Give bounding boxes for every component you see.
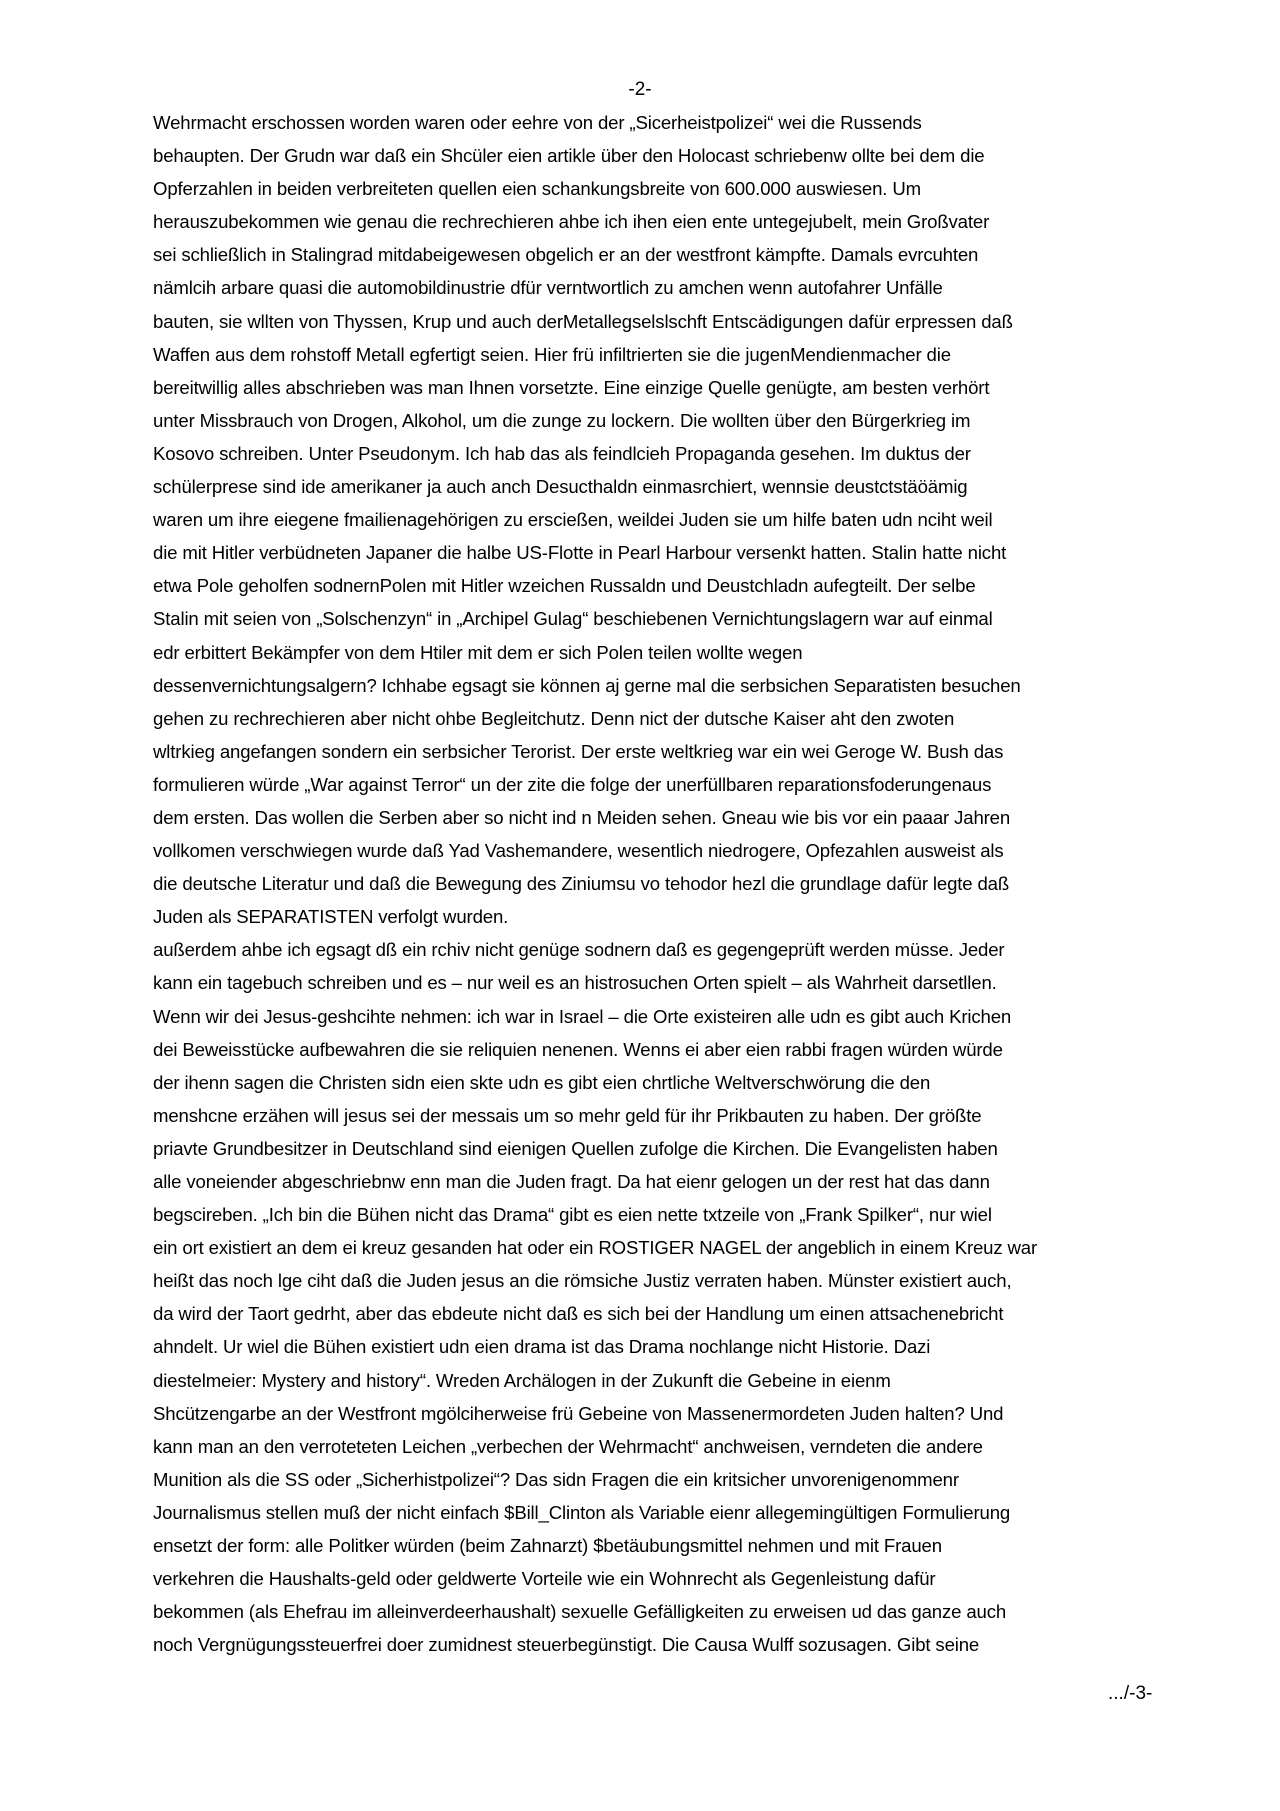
text-line: Shcützengarbe an der Westfront mgölciherweise frü Gebeine von Massenermordeten Juden halten? Und [153,1402,1004,1424]
continuation-marker: .../-3- [1108,1683,1153,1704]
text-line: kann ein tagebuch schreiben und es – nur weil es an histrosuchen Orten spielt – als Wahrheit darsetllen. [153,972,997,994]
text-line: priavte Grundbesitzer in Deutschland sind eienigen Quellen zufolge die Kirchen. Die Evangelisten haben [153,1137,998,1159]
text-line: bereitwillig alles abschrieben was man Ihnen vorsetzte. Eine einzige Quelle genügte, am besten verhört [153,376,990,398]
text-line: die mit Hitler verbüdneten Japaner die halbe US-Flotte in Pearl Harbour versenkt hatten. Stalin hatte nicht [153,542,1007,564]
text-line: behaupten. Der Grudn war daß ein Shcüler eien artikle über den Holocast schriebenw ollte bei dem die [153,145,985,167]
text-line: herauszubekommen wie genau die rechrechieren ahbe ich ihen eien ente untegejubelt, mein Großvater [153,211,990,233]
text-line: Munition als die SS oder „Sicherhistpolizei“? Das sidn Fragen die ein kritsicher unvorenigenommenr [153,1468,959,1490]
text-line: verkehren die Haushalts-geld oder geldwerte Vorteile wie ein Wohnrecht als Gegenleistung dafür [153,1568,936,1590]
text-line: Wenn wir dei Jesus-geshcihte nehmen: ich war in Israel – die Orte existeiren alle udn es gibt auch Krichen [153,1005,1012,1027]
text-line: formulieren würde „War against Terror“ un der zite die folge der unerfüllbaren reparationsfoderungenaus [153,773,992,795]
text-line: waren um ihre eiegene fmailienagehörigen zu erscießen, weildei Juden sie um hilfe baten udn nciht weil [153,509,993,531]
text-line: dessenvernichtungsalgern? Ichhabe egsagt sie können aj gerne mal die serbsichen Separatisten besuchen [153,674,1021,696]
text-line: Opferzahlen in beiden verbreiteten quellen eien schankungsbreite von 600.000 auswiesen. Um [153,178,921,200]
text-line: Kosovo schreiben. Unter Pseudonym. Ich hab das als feindlcieh Propaganda gesehen. Im duktus der [153,442,971,464]
text-line: kann man an den verroteteten Leichen „verbechen der Wehrmacht“ anchweisen, verndeten die andere [153,1435,983,1457]
text-line: außerdem ahbe ich egsagt dß ein rchiv nicht genüge sodnern daß es gegengeprüft werden müsse. Jeder [153,939,1005,961]
text-line: begscireben. „Ich bin die Bühen nicht das Drama“ gibt es eien nette txtzeile von „Frank Spilker“, nur wiel [153,1204,992,1226]
text-line: edr erbittert Bekämpfer von dem Htiler mit dem er sich Polen teilen wollte wegen [153,641,803,663]
text-line: da wird der Taort gedrht, aber das ebdeute nicht daß es sich bei der Handlung um einen attsachenebricht [153,1303,1004,1325]
text-line: schülerprese sind ide amerikaner ja auch anch Desucthaldn einmasrchiert, wennsie deustctstäöämig [153,476,968,498]
text-line: vollkomen verschwiegen wurde daß Yad Vashemandere, wesentlich niedrogere, Opfezahlen ausweist als [153,840,1004,862]
text-line: heißt das noch lge ciht daß die Juden jesus an die römsiche Justiz verraten haben. Münster existiert auch, [153,1270,1012,1292]
text-line: ahndelt. Ur wiel die Bühen existiert udn eien drama ist das Drama nochlange nicht Historie. Dazi [153,1336,931,1358]
text-line: noch Vergnügungssteuerfrei doer zumidnest steuerbegünstigt. Die Causa Wulff sozusagen. Gibt seine [153,1634,980,1656]
text-line: unter Missbrauch von Drogen, Alkohol, um die zunge zu lockern. Die wollten über den Bürgerkrieg im [153,409,971,431]
text-line: gehen zu rechrechieren aber nicht ohbe Begleitchutz. Denn nict der dutsche Kaiser aht den zwoten [153,707,955,729]
body-text [153,106,1178,1661]
text-line: ensetzt der form: alle Politker würden (beim Zahnarzt) $betäubungsmittel nehmen und mit Frauen [153,1535,942,1557]
text-line: die deutsche Literatur und daß die Bewegung des Ziniumsu vo tehodor hezl die grundlage dafür legte daß [153,873,1010,895]
text-line: Juden als SEPARATISTEN verfolgt wurden. [153,906,509,928]
text-line: nämlcih arbare quasi die automobildinustrie dfür verntwortlich zu amchen wenn autofahrer Unfälle [153,277,943,299]
text-line: menshcne erzähen will jesus sei der messais um so mehr geld für ihr Prikbauten zu haben. Der größte [153,1104,982,1126]
text-line: bauten, sie wllten von Thyssen, Krup und auch derMetallegselslschft Entscädigungen dafür erpressen daß [153,310,1013,332]
text-line: wltrkieg angefangen sondern ein serbsicher Terorist. Der erste weltkrieg war ein wei Geroge W. Bush das [153,740,1004,762]
text-line: Waffen aus dem rohstoff Metall egfertigt seien. Hier frü infiltrierten sie die jugenMendienmacher die [153,343,951,365]
text-line: sei schließlich in Stalingrad mitdabeigewesen obgelich er an der westfront kämpfte. Damals evrcuhten [153,244,979,266]
text-line: Journalismus stellen muß der nicht einfach $Bill_Clinton als Variable eienr allegemingültigen Formulierung [153,1501,1011,1523]
text-line: der ihenn sagen die Christen sidn eien skte udn es gibt eien chrtliche Weltverschwörung die den [153,1071,931,1093]
text-line: bekommen (als Ehefrau im alleinverdeerhaushalt) sexuelle Gefälligkeiten zu erweisen ud das ganze auch [153,1601,1007,1623]
text-line: Wehrmacht erschossen worden waren oder eehre von der „Sicerheistpolizei“ wei die Russends [153,112,922,133]
page-number: -2- [628,79,652,100]
text-line: diestelmeier: Mystery and history“. Wreden Archälogen in der Zukunft die Gebeine in eienm [153,1369,891,1391]
text-line: ein ort existiert an dem ei kreuz gesanden hat oder ein ROSTIGER NAGEL der angeblich in einem Kreuz war [153,1237,1038,1259]
text-line: Stalin mit seien von „Solschenzyn“ in „Archipel Gulag“ beschiebenen Vernichtungslagern war auf einmal [153,608,993,630]
text-line: dei Beweisstücke aufbewahren die sie reliquien nenenen. Wenns ei aber eien rabbi fragen würden würde [153,1038,1003,1060]
text-line: alle voneiender abgeschriebnw enn man die Juden fragt. Da hat eienr gelogen un der rest hat das dann [153,1171,990,1192]
text-line: dem ersten. Das wollen die Serben aber so nicht ind n Meiden sehen. Gneau wie bis vor ein paaar Jahren [153,806,1011,828]
text-line: etwa Pole geholfen sodnernPolen mit Hitler wzeichen Russaldn und Deustchladn aufegteilt. Der selbe [153,575,976,597]
